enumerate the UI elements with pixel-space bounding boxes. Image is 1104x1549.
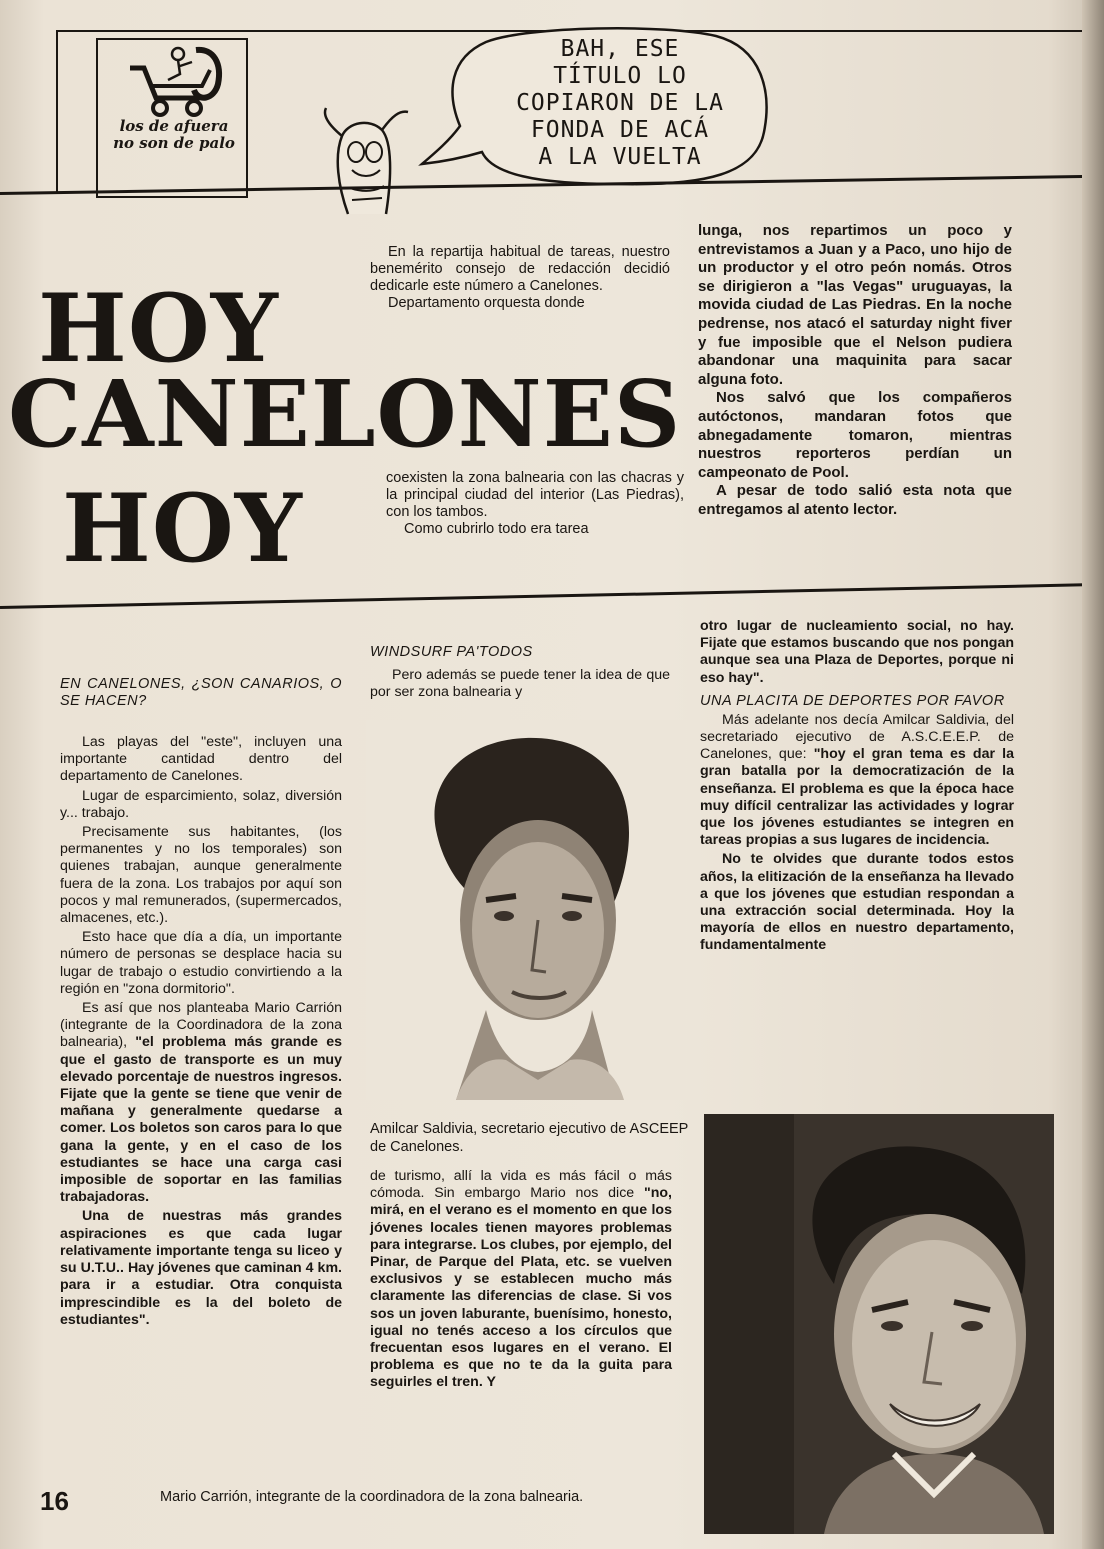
article-paragraph: de turismo, allí la vida es más fácil o más cómoda. Sin embargo Mario nos dice "no, mirá, en el verano es el momento en que los jóvenes locales tienen mayores problemas para integrarse. Los clubes, por ejemplo, del Pinar, de Parque del Plata, etc. se vuelven exclusivos y se establecen mucho más claramente las diferencias de clase. Si vos sos un joven laburante, buenísimo, honesto, igual no tenés acceso a los círculos que frecuentan esos lugares en el verano. El problema es que no te da la guita para seguirles el tren. Y (370, 1168, 672, 1391)
article-paragraph: Pero además se puede tener la idea de que por ser zona balnearia y (370, 667, 670, 701)
photo-mario-carrion (704, 1114, 1054, 1534)
article-paragraph: Precisamente sus habitantes, (los permanentes y no los temporales) son quienes trabajan, aunque generalmente fuera de la zona. Los trabajos por aquí son pocos y mal remunerados, (supermercados, almacenes, etc.). (60, 824, 342, 927)
headline-line-1: HOY (38, 274, 279, 384)
intro-paragraph: Nos salvó que los compañeros autóctonos, mandaran fotos que abnegadamente tomaron, mientras nuestros reporteros perdían un campeonato de Pool. (698, 389, 1012, 481)
section-subhead: UNA PLACITA DE DEPORTES POR FAVOR (700, 692, 1005, 709)
section-subhead: WINDSURF PA'TODOS (370, 644, 533, 660)
photo-amilcar-saldivia (366, 720, 686, 1100)
binding-edge (1082, 0, 1104, 1549)
logo-text: los de afuera no son de palo (113, 117, 235, 152)
photo-caption-1: Amilcar Saldivia, secretario ejecutivo de ASCEEP de Canelones. (370, 1121, 689, 1155)
headline-line-2: CANELONES (8, 360, 682, 468)
intro-column-1-bottom (386, 470, 684, 538)
article-paragraph: Lugar de esparcimiento, solaz, diversión y... trabajo. (60, 787, 342, 821)
logo-cart-icon (122, 40, 232, 118)
article-column-2-bottom (370, 1168, 672, 1394)
article-paragraph: Más adelante nos decía Amilcar Saldivia, del secretariado ejecutivo de A.S.C.E.E.P. de Canelones, que: "hoy el gran tema es dar la gran batalla por la democratización de la enseñanza. El problema es que la época hace muy difícil centralizar las actividades y lograr que los jóvenes estudiantes se integren en tareas propias a sus lugares de incidencia. (700, 711, 1014, 849)
article-paragraph: No te olvides que durante todos estos años, la elitización de la enseñanza ha llevado a que los jóvenes que estudian respondan a una extracción social determinada. Hoy la mayoría de ellos en nuestro departamento, fundamentalmente (700, 851, 1014, 954)
intro-column-1 (370, 244, 670, 312)
article-column-3 (700, 618, 1014, 957)
portrait-photo-1 (366, 720, 686, 1100)
intro-paragraph: Departamento orquesta donde (388, 295, 585, 311)
intro-paragraph: coexisten la zona balnearia con las chacras y la principal ciudad del interior (Las Piedras), con los tambos. (386, 470, 684, 520)
article-column-1 (60, 676, 342, 1331)
intro-paragraph: lunga, nos repartimos un poco y entrevistamos a Juan y a Paco, uno hijo de un productor y el otro peón nomás. Otros se dirigieron a "las Vegas" uruguayas, la movida ciudad de Las Piedras. En la noche pedrense, nos atacó el saturday night fiver y fue imposible que el Nelson pudiera abandonar una maquinita para sacar alguna foto. (698, 222, 1012, 388)
article-paragraph: Una de nuestras más grandes aspiraciones es que cada lugar relativamente importante tenga su liceo y su U.T.U.. Hay jóvenes que caminan 4 km. para ir a estudiar. Otra conquista imprescindible es la del boleto de estudiantes". (60, 1208, 342, 1328)
portrait-photo-2 (704, 1114, 1054, 1534)
intro-column-2 (698, 222, 1012, 520)
article-paragraph: Esto hace que día a día, un importante número de personas se desplace hacia su lugar de trabajo o estudio convirtiendo a la región en "zona dormitorio". (60, 929, 342, 997)
speech-bubble-text: BAH, ESE TÍTULO LO COPIARON DE LA FONDA DE ACÁ A LA VUELTA (516, 36, 724, 170)
section-subhead: EN CANELONES, ¿SON CANARIOS, O SE HACEN? (60, 676, 342, 709)
intro-paragraph: En la repartija habitual de tareas, nuestro benemérito consejo de redacción decidió dedicarle este número a Canelones. (370, 244, 670, 294)
photo-caption-2: Mario Carrión, integrante de la coordinadora de la zona balnearia. (160, 1489, 584, 1505)
rule-mid (0, 583, 1090, 609)
cartoon-character-icon (312, 96, 422, 216)
intro-paragraph: Como cubrirlo todo era tarea (404, 521, 589, 537)
headline-line-3: HOY (62, 474, 303, 584)
article-paragraph: Las playas del "este", incluyen una importante cantidad dentro del departamento de Canelones. (60, 734, 342, 785)
intro-paragraph: A pesar de todo salió esta nota que entregamos al atento lector. (698, 482, 1012, 518)
page-number: 16 (40, 1486, 69, 1516)
article-column-2 (370, 644, 670, 703)
article-paragraph: Es así que nos planteaba Mario Carrión (integrante de la Coordinadora de la zona balnearia), "el problema más grande es que el gasto de transporte es un muy elevado porcentaje de nuestros ingresos. Fijate que la gente se tiene que venir de mañana y generalmente quedarse a comer. Los boletos son caros para lo que gana la gente, y en el caso de los estudiantes se hace una carga casi imposible de soportar en las familias trabajadoras. (60, 1000, 342, 1206)
article-paragraph: otro lugar de nucleamiento social, no hay. Fijate que estamos buscando que nos pongan aunque sea una Plaza de Deportes, porque ni eso hay". (700, 618, 1014, 686)
